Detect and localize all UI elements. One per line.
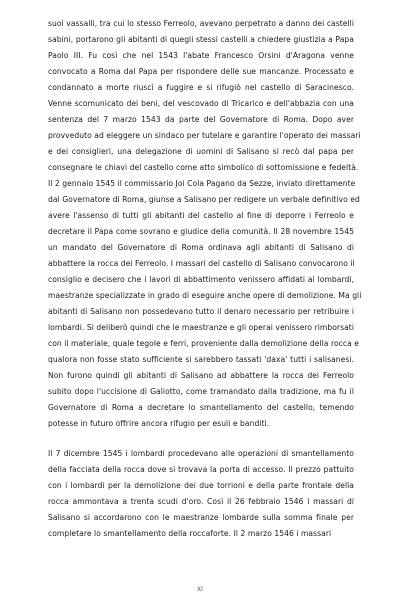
text-line: maestranze specializzate in grado di eseguire anche opere di demolizione. Ma gli	[48, 291, 362, 300]
text-line: sentenza del 7 marzo 1543 da parte del Governatore di Roma. Dopo aver	[48, 115, 354, 124]
text-line: provveduto ad eleggere un sindaco per tutelare e garantire l'operato dei massari	[48, 131, 361, 140]
text-line: Non furono quindi gli abitanti di Salisano ad abbattere la rocca dei Ferreolo	[48, 371, 354, 380]
text-line: qualora non fosse stato sufficiente si sarebbero tassati 'daxa' tutti i salisanesi.	[48, 355, 354, 364]
text-line: rocca ammontava a trenta scudi d'oro. Così il 26 febbraio 1546 i massari di	[48, 497, 354, 506]
text-line: suoi vassalli, tra cui lo stesso Ferreolo, avevano perpetrato a danno dei castelli	[48, 19, 354, 28]
text-line: con il materiale, quale tegole e ferri, proveniente dalla demolizione della rocca e	[48, 339, 359, 348]
text-line: potesse in futuro offrire ancora rifugio per esuli e banditi.	[48, 419, 270, 428]
text-line: abitanti di Salisano non possedevano tutto il denaro necessario per retribuire i	[48, 307, 354, 316]
text-line: della facciata della rocca dove si trovava la porta di accesso. Il prezzo pattuito	[48, 465, 354, 474]
text-line: completare lo smantellamento della roccaforte. Il 2 marzo 1546 i massari	[48, 529, 332, 538]
text-line: Paolo III. Fu così che nel 1543 l'abate Francesco Orsini d'Aragona venne	[48, 51, 354, 60]
text-line: avere l'assenso di tutti gli abitanti del castello al fine di deporre i Ferreolo e	[48, 211, 354, 220]
text-line: dal Governatore di Roma, giunse a Salisano per redigere un verbale definitivo ed	[48, 195, 360, 204]
text-line: consiglio e decisero che i lavori di abbattimento venissero affidati ai lombardi,	[48, 275, 354, 284]
text-line: e dei consiglieri, una delegazione di uomini di Salisano si recò dal papa per	[48, 147, 354, 156]
text-line: convocato a Roma dal Papa per rispondere delle sue mancanze. Processato e	[48, 67, 354, 76]
text-line: Il 2 gennaio 1545 il commissario Joi Cola Pagano da Sezze, inviato direttamente	[48, 179, 356, 188]
text-line: con i lombardi per la demolizione dei due torrioni e della parte frontale della	[48, 481, 354, 490]
text-line: abbattere la rocca dei Ferreolo. I massari del castello di Salisano convocarono il	[48, 259, 355, 268]
text-line: Il 7 dicembre 1545 i lombardi procedevano alle operazioni di smantellamento	[48, 449, 354, 458]
text-line: Salisano si accordarono con le maestranze lombarde sulla somma finale per	[48, 513, 354, 522]
text-line: sabini, portarono gli abitanti di quegli stessi castelli a chiedere giustizia a Papa	[48, 35, 354, 44]
text-line: decretare il Papa come sovrano e giudice della comunità. Il 28 novembre 1545	[48, 227, 354, 236]
text-line: Governatore di Roma a decretare lo smantellamento del castello, temendo	[48, 403, 354, 412]
text-line: lombardi. Si deliberò quindi che le maestranze e gli operai venissero rimborsati	[48, 323, 354, 332]
text-line: subito dopo l'uccisione di Galiotto, come tramandato dalla tradizione, ma fu il	[48, 387, 354, 396]
text-line: Venne scomunicato dei beni, del vescovado di Tricarico e dell'abbazia con una	[48, 99, 354, 108]
text-line: consegnare le chiavi del castello come atto simbolico di sottomissione e fedeltà.	[48, 163, 359, 172]
text-line: un mandato del Governatore di Roma ordinava agli abitanti di Salisano di	[48, 243, 354, 252]
text-line: condannato a morte riuscì a fuggire e si rifugiò nel castello di Saracinesco.	[48, 83, 354, 92]
page-number: XI	[197, 586, 203, 593]
